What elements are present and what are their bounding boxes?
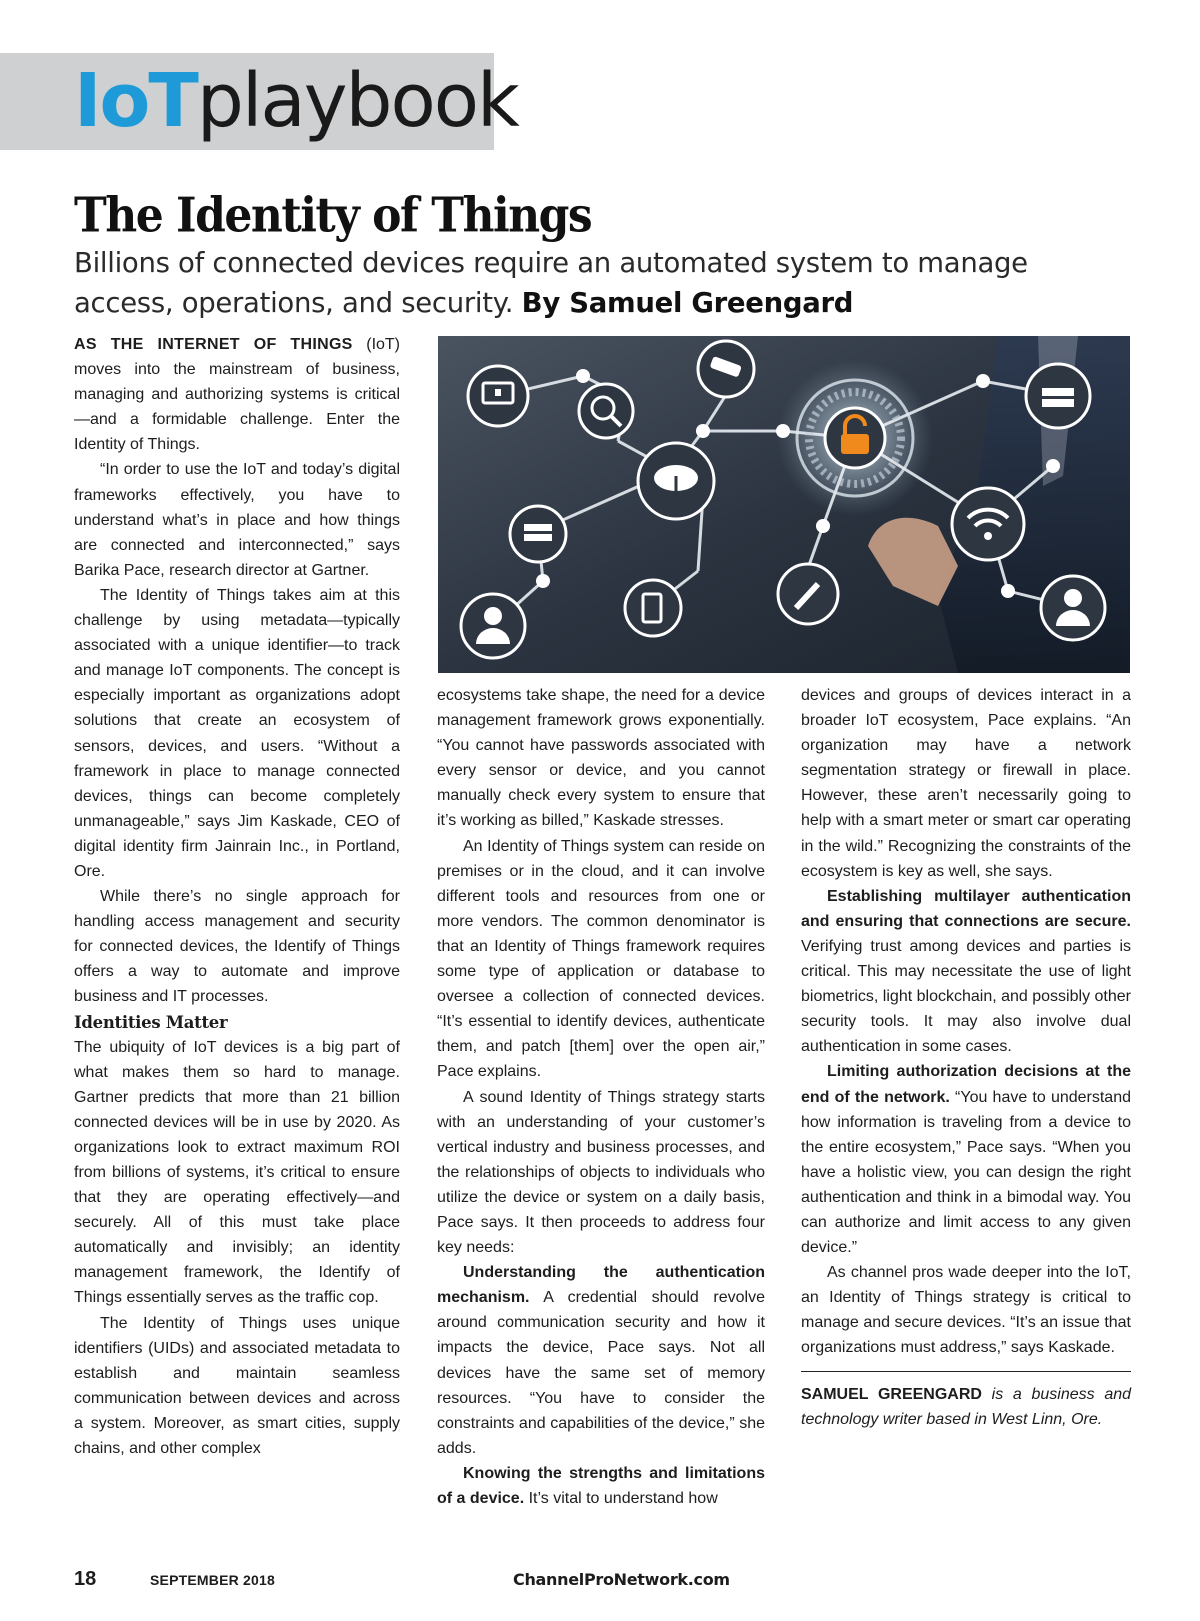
paragraph-text: Verifying trust among devices and parties is critical. This may necessitate the use of light biometrics, light blockchain, and possibly other security tools. It may also involve dual authentication in some cases. <box>801 937 1131 1056</box>
paragraph: While there’s no single approach for handling access management and security for connected devices, the Identify of Things offers a way to automate and improve business and IT processes. <box>74 888 400 1006</box>
paragraph <box>801 1059 1131 1260</box>
server-cloud-icon <box>510 506 566 562</box>
cloud-download-icon <box>638 443 714 519</box>
cctv-camera-icon <box>698 341 754 397</box>
search-lock-icon <box>579 384 633 438</box>
paragraph <box>437 1461 765 1511</box>
lead-in: AS THE INTERNET OF THINGS <box>74 336 353 353</box>
subheading: Identities Matter <box>74 1012 228 1032</box>
paragraph: An Identity of Things system can reside on premises or in the cloud, and it can involve different tools and resources from one or more vendors. The common denominator is that an Identity of Things framework requires some type of application or database to oversee a collection of connected devices. “It’s essential to identify devices, authenticate them, and patch [them] over the open air,” Pace explains. <box>437 837 765 1081</box>
user-male-icon <box>1041 576 1105 640</box>
run-in-head: Knowing the strengths and limitations of a device. <box>437 1464 765 1507</box>
hero-image <box>438 336 1130 673</box>
article-deck <box>74 243 1134 323</box>
bio-name: SAMUEL GREENGARD <box>801 1385 982 1403</box>
wifi-icon <box>952 488 1024 560</box>
user-female-icon <box>461 594 525 658</box>
run-in-head: Establishing multilayer authentication and ensuring that connections are secure. <box>801 887 1131 930</box>
paragraph <box>437 1260 765 1461</box>
phone-lock-icon <box>625 580 681 636</box>
bio-divider <box>801 1371 1131 1372</box>
page-number: 18 <box>74 1568 97 1590</box>
paragraph: ecosystems take shape, the need for a device management framework grows exponentially. “You cannot have passwords associated with every sensor or device, and you cannot manually check every system to ensure that it’s working as billed,” Kaskade stresses. <box>437 687 765 830</box>
paragraph: The Identity of Things takes aim at this challenge by using metadata—typically associated with a unique identifier—to track and manage IoT components. The concept is especially important as organizations adopt solutions that create an ecosystem of sensors, devices, and users. “Without a framework in place to manage connected devices, things can become completely unmanageable,” says Jim Kaskade, CEO of digital identity firm Jainrain Inc., in Portland, Ore. <box>74 586 400 880</box>
logo-iot: IoT <box>74 58 197 144</box>
wrench-icon <box>778 564 838 624</box>
paragraph-text: (IoT) moves into the mainstream of business, managing and authorizing systems is critical—and a formidable challenge. Enter the Identity of Things. <box>74 336 401 454</box>
column-2 <box>437 683 765 1511</box>
author-bio <box>801 1382 1131 1432</box>
paragraph: The ubiquity of IoT devices is a big part of what makes them so hard to manage. Gartner predicts that more than 21 billion connected devices will be in use by 2020. As organizations look to extract maximum ROI from billions of systems, it’s critical to ensure that they are operating effectively—and securely. All of this must take place automatically and invisibly; an identity management framework, the Identify of Things essentially serves as the traffic cop. <box>74 1038 400 1307</box>
paragraph: The Identity of Things uses unique identifiers (UIDs) and associated metadata to establish and maintain seamless communication between devices and across a system. Moreover, as smart cities, supply chains, and other complex <box>74 1314 400 1458</box>
website: ChannelProNetwork.com <box>513 1570 730 1589</box>
paragraph: As channel pros wade deeper into the IoT, an Identity of Things strategy is critical to manage and secure devices. “It’s an issue that organizations must address,” says Kaskade. <box>801 1264 1131 1357</box>
column-1 <box>74 332 400 1461</box>
article-title: The Identity of Things <box>74 188 592 244</box>
paragraph <box>74 332 400 457</box>
paragraph: devices and groups of devices interact in a broader IoT ecosystem, Pace explains. “An organization may have a network segmentation strategy or firewall in place. However, these aren’t necessarily going to help with a smart meter or smart car operating in the wild.” Recognizing the constraints of the ecosystem is key as well, she says. <box>801 687 1131 880</box>
column-3 <box>801 683 1131 1432</box>
paragraph: “In order to use the IoT and today’s digital frameworks effectively, you have to understand what’s in place and how things are connected and interconnected,” says Barika Pace, research director at Gartner. <box>74 461 400 579</box>
paragraph-text: “You have to understand how information is traveling from a device to the entire ecosystem,” Pace says. “When you have a holistic view, you can design the right authentication and think in a bimodal way. You can authorize and limit access to any given device.” <box>801 1088 1132 1257</box>
paragraph: A sound Identity of Things strategy starts with an understanding of your customer’s vertical industry and business processes, and the relationships of objects to individuals who utilize the device or system on a daily basis, Pace says. It then proceeds to address four key needs: <box>437 1088 765 1257</box>
logo-playbook: playbook <box>196 58 518 144</box>
byline: By Samuel Greengard <box>521 287 854 319</box>
server-cloud-icon <box>1026 364 1090 428</box>
paragraph-text: A credential should revolve around communication security and how it impacts the device, Pace says. Not all devices have the same set of memory resources. “You have to consider the constraints and capabilities of the device,” she adds. <box>437 1289 765 1457</box>
run-in-head: Limiting authorization decisions at the end of the network. <box>801 1063 1131 1106</box>
paragraph-text: It’s vital to understand how <box>524 1490 718 1507</box>
laptop-lock-icon <box>468 366 528 426</box>
issue-date: SEPTEMBER 2018 <box>150 1572 275 1588</box>
run-in-head: Understanding the authentication mechanism. <box>437 1264 765 1307</box>
deck-text: Billions of connected devices require an automated system to manage access, operations, and security. <box>74 247 1028 319</box>
bio-text: is a business and technology writer based in West Linn, Ore. <box>801 1385 1132 1428</box>
paragraph <box>801 884 1131 1060</box>
section-banner <box>0 53 518 150</box>
section-logo <box>74 53 518 150</box>
